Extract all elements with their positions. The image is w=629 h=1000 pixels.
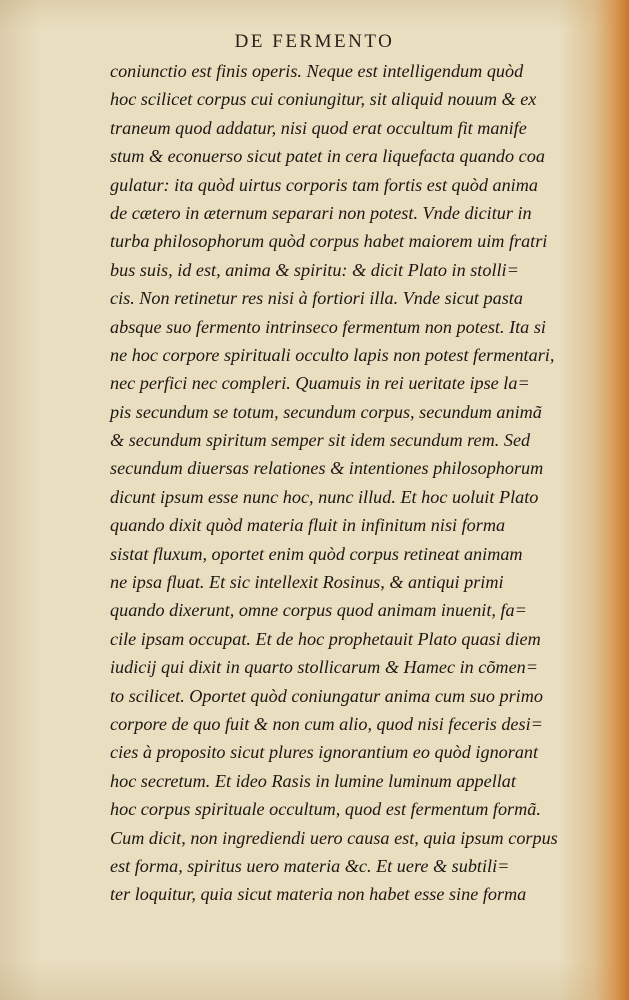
text-line: nec perfici nec compleri. Quamuis in rei ueritate ipse la= <box>110 373 530 394</box>
text-line: quando dixit quòd materia fluit in infinitum nisi forma <box>110 515 506 536</box>
text-line: secundum diuersas relationes & intentiones philosophorum <box>110 458 544 479</box>
text-line: hoc corpus spirituale occultum, quod est fermentum formã. <box>110 799 541 820</box>
text-line: to scilicet. Oportet quòd coniungatur anima cum suo primo <box>110 685 543 706</box>
text-line: hoc scilicet corpus cui coniungitur, sit aliquid nouum & ex <box>110 89 537 110</box>
text-line: & secundum spiritum semper sit idem secundum rem. Sed <box>110 430 531 451</box>
text-line: ne ipsa fluat. Et sic intellexit Rosinus, & antiqui primi <box>110 572 504 593</box>
text-line: stum & econuerso sicut patet in cera liquefacta quando coa <box>110 146 545 167</box>
text-line: Cum dicit, non ingrediendi uero causa est, quia ipsum corpus <box>110 827 558 848</box>
text-line: turba philosophorum quòd corpus habet maiorem uim fratri <box>110 231 548 252</box>
text-line: de cætero in æternum separari non potest. Vnde dicitur in <box>110 202 532 223</box>
text-line: pis secundum se totum, secundum corpus, secundum animã <box>110 401 542 422</box>
text-line: ne hoc corpore spirituali occulto lapis non potest fermentari, <box>110 344 555 365</box>
text-line: cile ipsam occupat. Et de hoc prophetauit Plato quasi diem <box>110 628 541 649</box>
text-line: sistat fluxum, oportet enim quòd corpus retineat animam <box>110 543 523 564</box>
text-line: bus suis, id est, anima & spiritu: & dicit Plato in stolli= <box>110 259 519 280</box>
text-line: corpore de quo fuit & non cum alio, quod nisi feceris desi= <box>110 713 543 734</box>
text-line: coniunctio est finis operis. Neque est intelligendum quòd <box>110 61 524 81</box>
text-line: cis. Non retinetur res nisi à fortiori illa. Vnde sicut pasta <box>110 288 523 309</box>
body-text <box>110 57 598 909</box>
running-head: DE FERMENTO <box>234 31 395 52</box>
text-line: iudicij qui dixit in quarto stollicarum & Hamec in cõmen= <box>110 657 539 678</box>
text-line: quando dixerunt, omne corpus quod animam inuenit, fa= <box>110 600 527 621</box>
text-line: absque suo fermento intrinseco fermentum non potest. Ita si <box>110 316 546 337</box>
text-line: gulatur: ita quòd uirtus corporis tam fortis est quòd anima <box>110 174 538 195</box>
text-line: ter loquitur, quia sicut materia non habet esse sine forma <box>110 884 527 905</box>
text-line: cies à proposito sicut plures ignorantium eo quòd ignorant <box>110 742 539 763</box>
text-line: hoc secretum. Et ideo Rasis in lumine luminum appellat <box>110 770 516 791</box>
text-line: traneum quod addatur, nisi quod erat occultum fit manife <box>110 117 527 138</box>
text-line: dicunt ipsum esse nunc hoc, nunc illud. Et hoc uoluit Plato <box>110 486 539 507</box>
text-line: est forma, spiritus uero materia &c. Et uere & subtili= <box>110 855 510 876</box>
